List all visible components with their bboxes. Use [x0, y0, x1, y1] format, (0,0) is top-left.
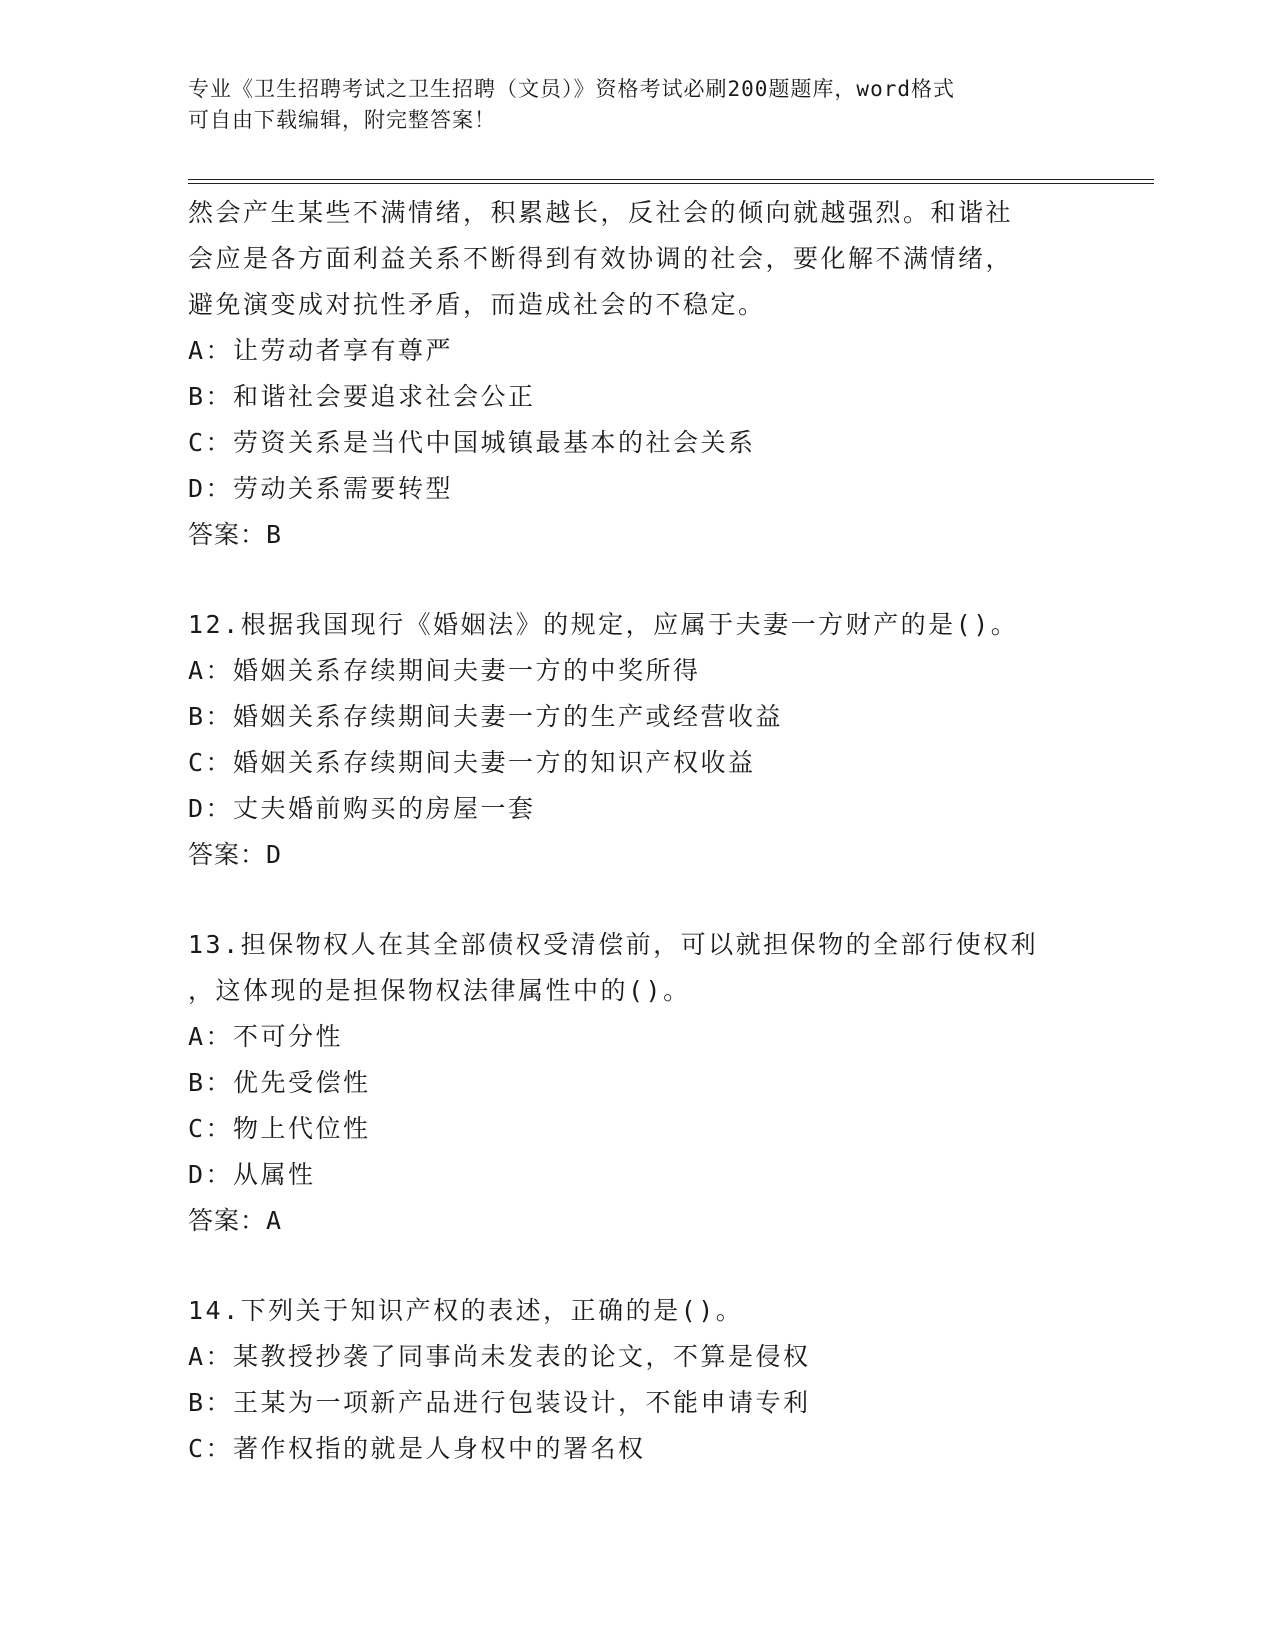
option-d: D：丈夫婚前购买的房屋一套: [188, 794, 536, 823]
option-c: C：婚姻关系存续期间夫妻一方的知识产权收益: [188, 748, 756, 777]
option-d: D：劳动关系需要转型: [188, 474, 454, 503]
spacer: [188, 558, 1148, 602]
option-b: B：婚姻关系存续期间夫妻一方的生产或经营收益: [188, 702, 784, 731]
question-11-continuation: [188, 190, 1148, 558]
question-text-line: 避免演变成对抗性矛盾，而造成社会的不稳定。: [188, 290, 766, 319]
option-c: C：物上代位性: [188, 1114, 371, 1143]
option-c: C：劳资关系是当代中国城镇最基本的社会关系: [188, 428, 756, 457]
question-title: 12.根据我国现行《婚姻法》的规定，应属于夫妻一方财产的是()。: [188, 610, 1019, 639]
question-14: [188, 1288, 1148, 1472]
question-title: 13.担保物权人在其全部债权受清偿前，可以就担保物的全部行使权利: [188, 930, 1039, 959]
question-text-line: 会应是各方面利益关系不断得到有效协调的社会，要化解不满情绪，: [188, 244, 1014, 273]
option-a: A：婚姻关系存续期间夫妻一方的中奖所得: [188, 656, 701, 685]
option-c: C：著作权指的就是人身权中的署名权: [188, 1434, 646, 1463]
option-a: A：不可分性: [188, 1022, 344, 1051]
header-line-1: 专业《卫生招聘考试之卫生招聘（文员）》资格考试必刷200题题库，word格式: [188, 77, 955, 101]
option-a: A：让劳动者享有尊严: [188, 336, 454, 365]
question-13: [188, 922, 1148, 1244]
spacer: [188, 878, 1148, 922]
question-title: 14.下列关于知识产权的表述，正确的是()。: [188, 1296, 744, 1325]
question-title-continued: ，这体现的是担保物权法律属性中的()。: [188, 976, 691, 1005]
header-divider-top: [188, 179, 1154, 180]
document-header: [188, 74, 1068, 136]
option-b: B：优先受偿性: [188, 1068, 371, 1097]
answer: 答案：B: [188, 520, 283, 549]
question-12: [188, 602, 1148, 878]
header-divider-bottom: [188, 183, 1154, 184]
option-b: B：和谐社会要追求社会公正: [188, 382, 536, 411]
option-b: B：王某为一项新产品进行包装设计，不能申请专利: [188, 1388, 811, 1417]
answer: 答案：A: [188, 1206, 283, 1235]
answer: 答案：D: [188, 840, 283, 869]
option-d: D：从属性: [188, 1160, 316, 1189]
question-text-line: 然会产生某些不满情绪，积累越长，反社会的倾向就越强烈。和谐社: [188, 198, 1014, 227]
document-body: [188, 190, 1148, 1472]
option-a: A：某教授抄袭了同事尚未发表的论文，不算是侵权: [188, 1342, 811, 1371]
spacer: [188, 1244, 1148, 1288]
header-line-2: 可自由下载编辑，附完整答案！: [188, 108, 496, 132]
